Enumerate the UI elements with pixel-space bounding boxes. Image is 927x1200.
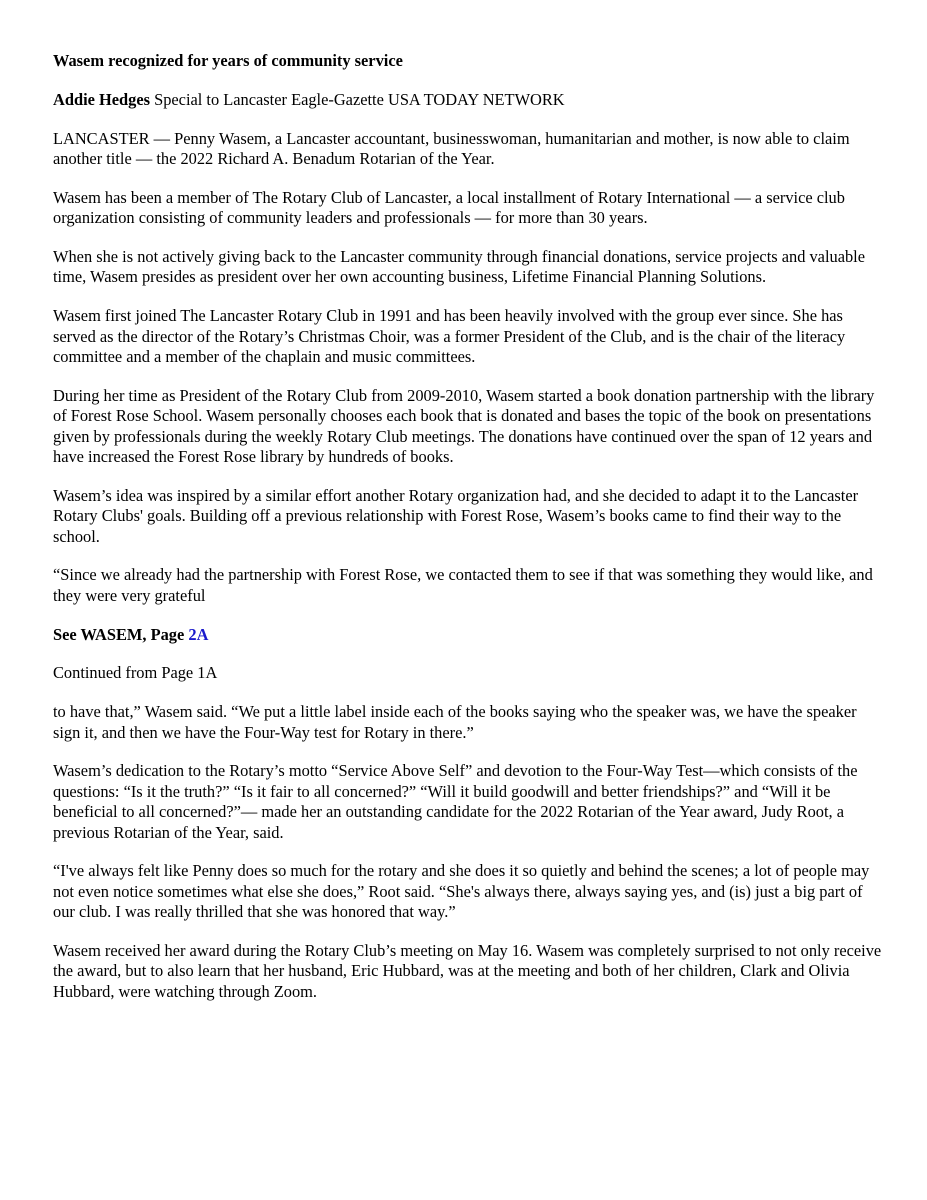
jump-page-link[interactable]: 2A (188, 624, 209, 644)
paragraph: During her time as President of the Rotary Club from 2009-2010, Wasem started a book donation partnership with the library of Forest Rose School. Wasem personally chooses each book that is donated and bases the topic of the book on presentations given by professionals during the weekly Rotary Club meetings. The donations have continued over the span of 12 years and have increased the Forest Rose library by hundreds of books. (53, 385, 875, 467)
paragraph: Wasem received her award during the Rotary Club’s meeting on May 16. Wasem was completely surprised to not only receive the award, but to also learn that her husband, Eric Hubbard, was at the meeting and both of her children, Clark and Olivia Hubbard, were watching through Zoom. (53, 941, 882, 1001)
byline-credit: Special to Lancaster Eagle-Gazette USA TODAY NETWORK (149, 89, 565, 109)
paragraph: Wasem’s dedication to the Rotary’s motto “Service Above Self” and devotion to the Four-Way Test—which consists of the questions: “Is it the truth?” “Is it fair to all concerned?” “Will it build goodwill and better friendships?” and “Will it be beneficial to all concerned?”— made her an outstanding candidate for the 2022 Rotarian of the Year award, Judy Root, a previous Rotarian of the Year, said. (53, 761, 858, 842)
jump-line (53, 625, 883, 645)
paragraph: LANCASTER — Penny Wasem, a Lancaster accountant, businesswoman, humanitarian and mother, is now able to claim another title — the 2022 Richard A. Benadum Rotarian of the Year. (53, 128, 850, 168)
paragraph: to have that,” Wasem said. “We put a little label inside each of the books saying who the speaker was, we have the speaker sign it, and then we have the Four-Way test for Rotary in there.” (53, 702, 857, 742)
article-byline (53, 90, 883, 110)
paragraph: Wasem has been a member of The Rotary Club of Lancaster, a local installment of Rotary International — a service club organization consisting of community leaders and professionals — for more than 30 years. (53, 187, 845, 228)
article (53, 51, 883, 1021)
paragraph: Wasem first joined The Lancaster Rotary Club in 1991 and has been heavily involved with the group ever since. She has served as the director of the Rotary’s Christmas Choir, was a former President of the Club, and is the chair of the literacy committee and a member of the chaplain and music committees. (53, 306, 846, 367)
paragraph: Wasem’s idea was inspired by a similar effort another Rotary organization had, and she decided to adapt it to the Lancaster Rotary Clubs' goals. Building off a previous relationship with Forest Rose, Wasem’s books came to find their way to the school. (53, 485, 859, 546)
jump-text: See WASEM, Page (53, 624, 189, 644)
paragraph: When she is not actively giving back to the Lancaster community through financial donations, service projects and valuable time, Wasem presides as president over her own accounting business, Lifetime Financial Planning Solutions. (53, 247, 866, 287)
byline-author: Addie Hedges (53, 89, 150, 109)
paragraph: “I've always felt like Penny does so much for the rotary and she does it so quietly and behind the scenes; a lot of people may not even notice sometimes what else she does,” Root said. “She's always there, always saying yes, and (is) just a big part of our club. I was really thrilled that she was honored that way.” (53, 861, 870, 922)
continued-line: Continued from Page 1A (53, 663, 218, 683)
article-headline: Wasem recognized for years of community service (53, 51, 403, 70)
paragraph: “Since we already had the partnership with Forest Rose, we contacted them to see if that was something they would like, and they were very grateful (53, 565, 873, 605)
